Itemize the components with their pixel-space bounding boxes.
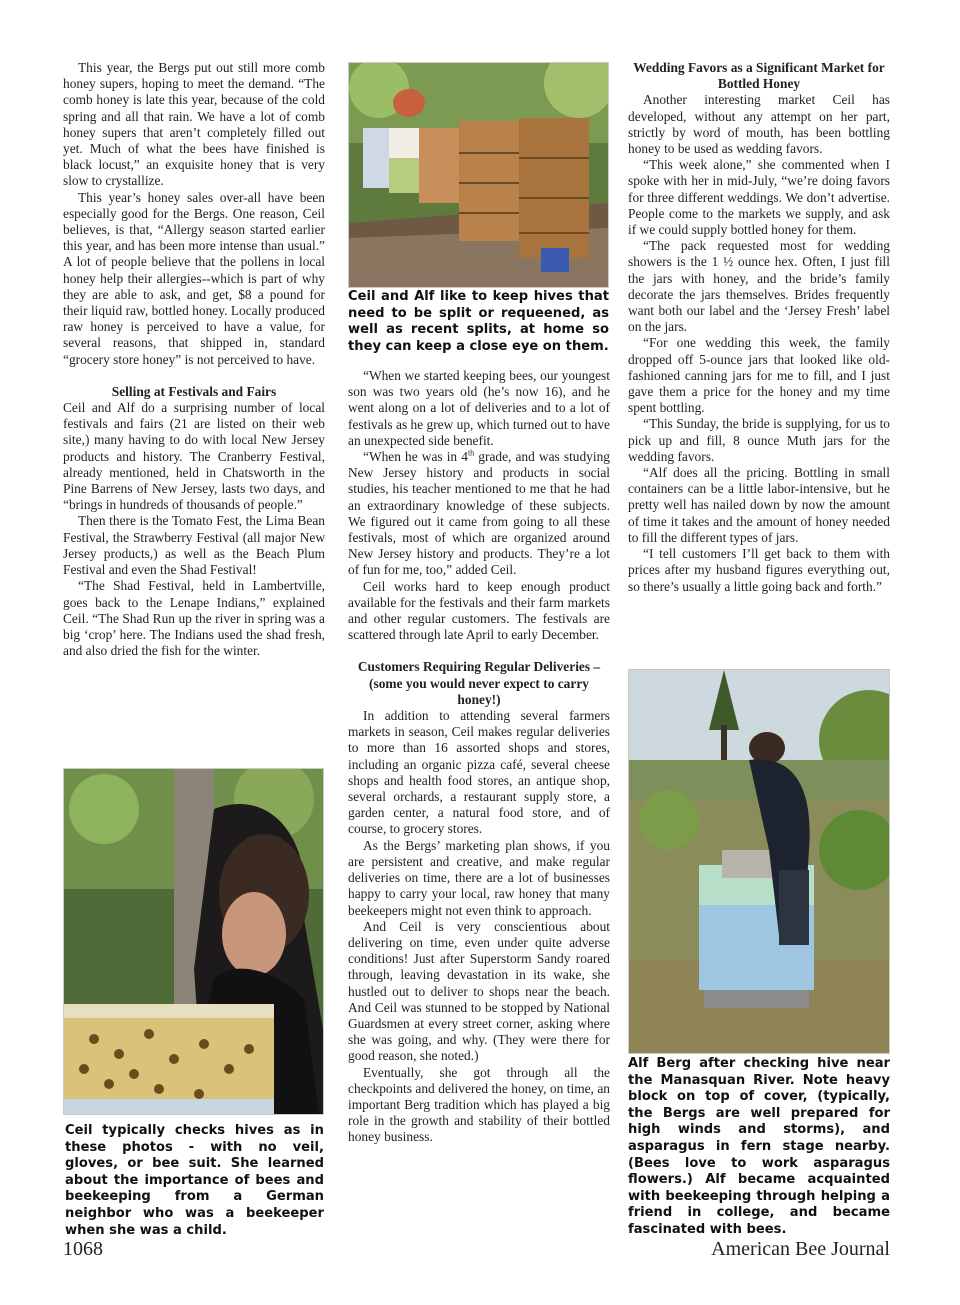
paragraph: “This Sunday, the bride is supplying, for us to pick up and fill, 8 ounce Muth jars for the wedding favors. xyxy=(628,416,890,464)
paragraph: Eventually, she got through all the checkpoints and delivered the honey, on time, an important Berg tradition which has played a big role in the growth and stability of their bottled honey business. xyxy=(348,1064,610,1145)
superscript-th: th xyxy=(467,448,475,458)
col1-paras-a xyxy=(63,60,325,368)
photo-hives-on-deck xyxy=(348,62,609,288)
caption-ceil-photo: Ceil typically checks hives as in these photos - with no veil, gloves, or bee suit. She learned about the importance of bees and beekeeping from a German neighbor who was a beekeeper when she was a child. xyxy=(65,1123,324,1238)
column-3 xyxy=(628,60,890,595)
paragraph: Another interesting market Ceil has developed, without any attempt on her part, strictly by word of mouth, has been bottling honey to be used as wedding favors. xyxy=(628,92,890,157)
paragraph: “When we started keeping bees, our youngest son was two years old (he’s now 16), and he went along on a lot of deliveries and to a lot of festivals as he grew up, which turned out to have an unexpected side benefit. xyxy=(348,368,610,448)
photo-alf-by-hive xyxy=(628,669,890,1054)
paragraph: Then there is the Tomato Fest, the Lima Bean Festival, the Strawberry Festival (all major New Jersey products,) as well as the Beach Plum Festival and even the Shad Festival! xyxy=(63,513,325,578)
column-1 xyxy=(63,60,325,659)
paragraph: “The Shad Festival, held in Lambertville, goes back to the Lenape Indians,” explained Ceil. “The Shad Run up the river in spring was a big ‘crop’ here. The Indians used the shad fresh, and also dried the fish for the winter. xyxy=(63,578,325,659)
paragraph: This year, the Bergs put out still more comb honey supers, hoping to meet the demand. “The comb honey is late this year, because of the cold spring and all that rain. We have a lot of comb honey supers that aren’t completely filled out yet. Much of what the bees have finished is black locust,” an exquisite honey that is very slow to crystallize. xyxy=(63,60,325,189)
section-heading-deliveries: Customers Requiring Regular Deliveries – (some you would never expect to carry honey!) xyxy=(357,659,601,707)
paragraph: Ceil works hard to keep enough product available for the festivals and their farm markets and other regular customers. The festivals are scattered through late April to early December. xyxy=(348,578,610,643)
paragraph: This year’s honey sales over-all have been especially good for the Bergs. One reason, Ceil believes, is that, “Allergy season started earlier this year, and has been more intense than usual.” A lot of people believe that the pollens in local honey help their allergies--which is part of why they are able to ask, and get, $8 a pound for their liquid raw, bottled honey. Locally produced raw honey is perceived to have a value, for several reasons, that shipped in, standard “grocery store honey” is not perceived to have. xyxy=(63,189,325,367)
para-fourth-grade-post: grade, and was studying New Jersey history and products in social studies, his teacher mentioned to me that he had an extraordinary knowledge of these subjects. We figured out it came from going to all these festivals, most of which are organized around New Jersey history and products. They’re a lot of fun for me, too,” added Ceil. xyxy=(348,449,610,578)
photo-ceil-checking-hive xyxy=(63,768,324,1115)
para-fourth-grade-pre: “When he was in 4 xyxy=(363,449,468,465)
paragraph: “Alf does all the pricing. Bottling in small containers can be a little labor-intensive, but he pretty well has nailed down by now the amount of time it takes and the amount of honey needed to fill the different types of jars. xyxy=(628,465,890,545)
paragraph: “I tell customers I’ll get back to them with prices after my husband figures everything out, so there’s usually a little going back and forth.” xyxy=(628,546,890,594)
section-heading-festivals: Selling at Festivals and Fairs xyxy=(111,383,277,399)
section-heading-wedding: Wedding Favors as a Significant Market for Bottled Honey xyxy=(633,60,885,92)
column-2 xyxy=(348,368,610,1146)
caption-alf-photo: Alf Berg after checking hive near the Manasquan River. Note heavy block on top of cover, (typically, the Bergs are well prepared for high winds and storms), and asparagus in fern stage nearby. (Bees love to work asparagus flowers.) Alf became acquainted with beekeeping through helping a friend in college, and became fascinated with bees. xyxy=(628,1056,890,1237)
paragraph: And Ceil is very conscientious about delivering on time, even under quite adverse conditions! Just after Superstorm Sandy roared through, leaving devastation in its wake, she hustled out to deliver to shops near the beach. And Ceil was stunned to be stopped by National Guardsmen at every street corner, asking where she was going, and why. (They were there for good reason, she noted.) xyxy=(348,918,610,1064)
col3-paras xyxy=(628,92,890,594)
page-number: 1068 xyxy=(63,1238,103,1260)
col2-paras-b xyxy=(348,579,610,644)
paragraph: “The pack requested most for wedding showers is the 1 ½ ounce hex. Often, I just fill the jars with honey, and the bride’s family decorate the jars themselves. Brides frequently want both our label and the ‘Jersey Fresh’ label on the jars. xyxy=(628,238,890,335)
paragraph: Ceil and Alf do a surprising number of local festivals and fairs (21 are listed on their web site,) many having to do with local New Jersey products and history. The Cranberry Festival, already mentioned, held in Chatsworth in the Pine Barrens of New Jersey, lasts two days, and “brings in hundreds of thousands of people.” xyxy=(63,400,325,513)
col2-paras-c xyxy=(348,708,610,1145)
paragraph: “This week alone,” she commented when I spoke with her in mid-July, “we’re doing favors for three different weddings. We don’t advertise. People come to the markets we supply, and ask if we could supply bottled honey for them. xyxy=(628,157,890,238)
paragraph: As the Bergs’ marketing plan shows, if you are persistent and creative, and make regular deliveries on time, there are a lot of businesses happy to carry your local, raw honey that many beekeepers might not even think to approach. xyxy=(348,837,610,918)
spacer xyxy=(348,643,610,659)
journal-name: American Bee Journal xyxy=(711,1238,890,1260)
col1-paras-b xyxy=(63,400,325,659)
col2-paras-a xyxy=(348,368,610,449)
caption-hives-photo: Ceil and Alf like to keep hives that need to be split or requeened, as well as recent splits, at home so they can keep a close eye on them. xyxy=(348,289,609,354)
spacer xyxy=(63,368,325,384)
para-fourth-grade xyxy=(348,449,610,579)
paragraph: “For one wedding this week, the family dropped off 5-ounce jars that looked like old-fashioned canning jars for me to fill, and I just gave them a price for the honey and my time spent bottling. xyxy=(628,335,890,416)
paragraph: In addition to attending several farmers markets in season, Ceil makes regular deliveries to more than 16 assorted shops and stores, including an organic pizza café, several cheese shops and health food stores, an antique shop, several orchards, a restaurant supply store, a garden center, a natural food store, and of course, to grocery stores. xyxy=(348,708,610,837)
